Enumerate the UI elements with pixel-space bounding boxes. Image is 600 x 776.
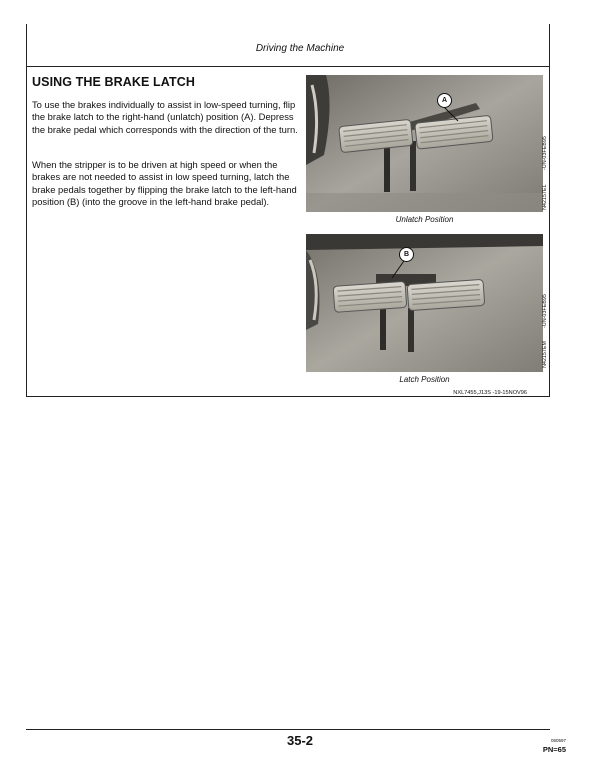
figure-id-latch-right: -UN-03FEB95 (542, 294, 548, 328)
section-right-rule (549, 66, 550, 397)
section-left-rule (26, 66, 27, 397)
running-header: Driving the Machine (255, 43, 345, 54)
pn-label: PN=65 (542, 745, 566, 754)
date-code: 060597 (550, 738, 566, 743)
callout-label-b: B (403, 251, 410, 258)
reference-code: NXL7455,J13S -19-15NOV96 (453, 390, 527, 396)
caption-latch: Latch Position (399, 375, 450, 384)
paragraph-latch: When the stripper is to be driven at high speed or when the brakes are not needed to assist in low speed turning, latch the brake pedals together by flipping the brake latch to the left-hand position (B) (into the groove in the left-hand brake pedal). (32, 159, 297, 208)
callout-circle-b (399, 247, 414, 262)
caption-unlatch: Unlatch Position (395, 215, 454, 224)
figure-id-latch-left: N42157EM (542, 341, 548, 368)
callout-circle-a (437, 93, 452, 108)
callout-label-a: A (441, 97, 448, 104)
section-bottom-rule (26, 396, 550, 397)
section-top-rule (26, 66, 550, 67)
footer-rule (26, 729, 550, 730)
figure-id-unlatch-right: -UN-03FEB95 (542, 136, 548, 170)
figure-id-unlatch-left: N42157EL (542, 184, 548, 210)
page-number: 35-2 (286, 733, 314, 748)
latch-position-photo (306, 234, 543, 372)
section-title: USING THE BRAKE LATCH (32, 75, 195, 89)
unlatch-position-photo (306, 75, 543, 212)
paragraph-unlatch: To use the brakes individually to assist in low-speed turning, flip the brake latch to the right-hand (unlatch) position (A). Depress the brake pedal which corresponds with the direction of the turn. (32, 99, 298, 135)
